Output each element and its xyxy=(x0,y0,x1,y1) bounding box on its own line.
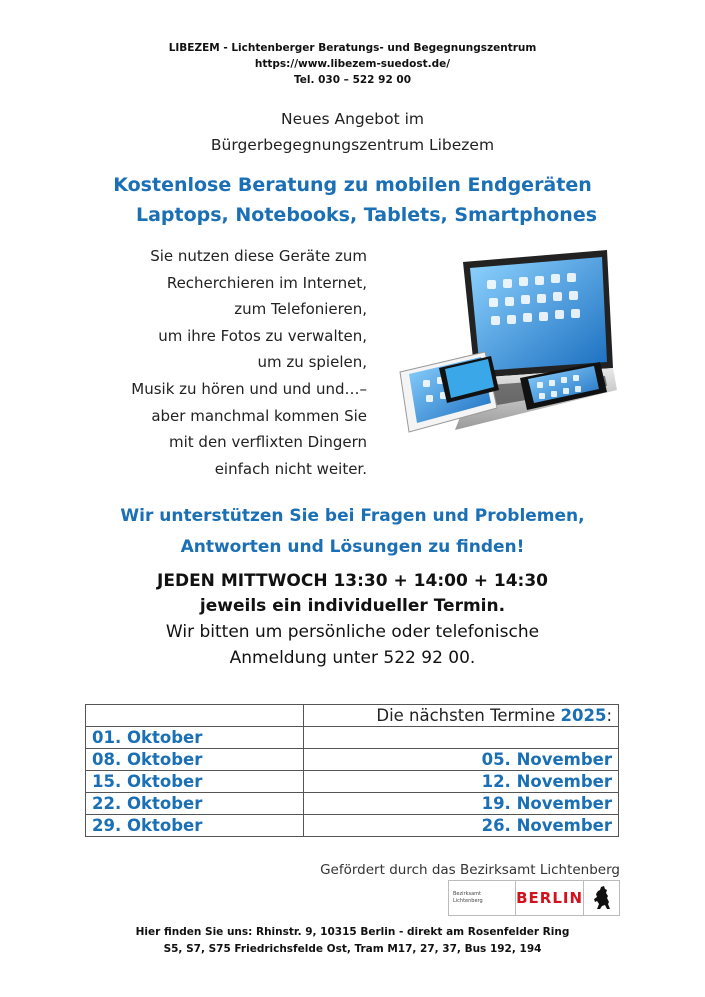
sponsor-text: Gefördert durch das Bezirksamt Lichtenberg xyxy=(320,862,620,878)
berlin-bear-icon xyxy=(584,881,619,915)
bezirksamt-logo xyxy=(448,880,620,916)
appointments-table xyxy=(85,704,619,837)
body-line: Sie nutzen diese Geräte zum xyxy=(150,247,367,265)
phone-number: Tel. 030 – 522 92 00 xyxy=(293,74,412,86)
body-line: um ihre Fotos zu verwalten, xyxy=(158,326,367,345)
table-row xyxy=(86,749,619,771)
logo-small-line: Bezirksamt xyxy=(453,891,481,897)
table-row xyxy=(86,815,619,837)
website-url: https://www.libezem-suedost.de/ xyxy=(254,58,451,70)
date-november: 12. November xyxy=(304,771,619,793)
devices-illustration xyxy=(395,240,620,440)
intro-line-1: Neues Angebot im xyxy=(280,110,425,128)
date-october: 08. Oktober xyxy=(86,749,304,771)
table-header-row xyxy=(86,705,619,727)
body-line: zum Telefonieren, xyxy=(234,300,367,319)
logo-district-text xyxy=(449,881,516,915)
table-row xyxy=(86,793,619,815)
support-statement xyxy=(0,501,705,563)
table-header-cell xyxy=(304,705,619,727)
support-line-2: Antworten und Lösungen zu finden! xyxy=(180,537,525,557)
date-november: 19. November xyxy=(304,793,619,815)
headline-line-2: Laptops, Notebooks, Tablets, Smartphones xyxy=(135,204,598,226)
location-footer xyxy=(0,924,705,958)
headline-line-1: Kostenlose Beratung zu mobilen Endgeräten xyxy=(113,174,592,196)
registration-line-1: Wir bitten um persönliche oder telefonische xyxy=(165,622,540,642)
body-line: einfach nicht weiter. xyxy=(214,459,367,478)
schedule-times: JEDEN MITTWOCH 13:30 + 14:00 + 14:30 xyxy=(157,571,548,591)
support-line-1: Wir unterstützen Sie bei Fragen und Problemen, xyxy=(120,506,585,526)
date-october: 01. Oktober xyxy=(86,727,304,749)
headline xyxy=(0,170,705,230)
date-november: 26. November xyxy=(304,815,619,837)
intro xyxy=(0,106,705,158)
address-line: Hier finden Sie uns: Rhinstr. 9, 10315 Berlin - direkt am Rosenfelder Ring xyxy=(135,926,570,938)
device-usage-text xyxy=(131,243,367,482)
date-october: 15. Oktober xyxy=(86,771,304,793)
table-row xyxy=(86,771,619,793)
schedule-info xyxy=(0,569,705,671)
logo-small-line: Lichtenberg xyxy=(453,898,483,904)
registration-line-2: Anmeldung unter 522 92 00. xyxy=(229,648,476,668)
letterhead xyxy=(0,40,705,88)
date-november xyxy=(304,727,619,749)
table-header-year: 2025 xyxy=(560,706,607,725)
body-line: Musik zu hören und und und…– xyxy=(131,379,367,398)
date-november: 05. November xyxy=(304,749,619,771)
table-row xyxy=(86,727,619,749)
table-cell xyxy=(86,705,304,727)
body-line: um zu spielen, xyxy=(257,353,367,372)
body-line: aber manchmal kommen Sie xyxy=(151,406,367,425)
date-october: 22. Oktober xyxy=(86,793,304,815)
body-line: mit den verflixten Dingern xyxy=(169,433,367,452)
intro-line-2: Bürgerbegegnungszentrum Libezem xyxy=(210,136,495,154)
date-october: 29. Oktober xyxy=(86,815,304,837)
body-line: Recherchieren im Internet, xyxy=(166,273,367,292)
org-name: LIBEZEM - Lichtenberger Beratungs- und Begegnungszentrum xyxy=(168,42,537,54)
transit-line: S5, S7, S75 Friedrichsfelde Ost, Tram M17, 27, 37, Bus 192, 194 xyxy=(163,943,542,955)
table-header-label: Die nächsten Termine xyxy=(376,706,561,725)
table-header-colon: : xyxy=(606,706,612,725)
logo-berlin-text: BERLIN xyxy=(516,881,584,915)
schedule-note: jeweils ein individueller Termin. xyxy=(199,596,506,616)
